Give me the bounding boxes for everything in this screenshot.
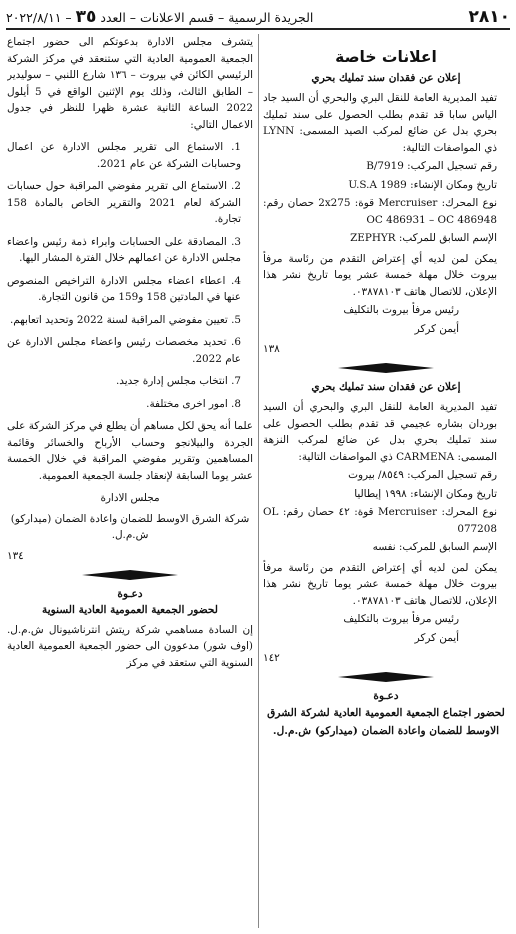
column-divider — [258, 34, 259, 928]
agenda-item: 2. الاستماع الى تقرير مفوضي المراقبة حول حسابات الشركة لعام 2021 والتقرير الخاص بالمادة 158 تجارة. — [7, 180, 241, 225]
invitation-label: دعـوة — [117, 587, 143, 600]
running-title-text: الجريدة الرسمية – قسم الاعلانات – العدد — [100, 10, 314, 25]
issue-number: ٣٥ — [75, 7, 97, 27]
agenda-item: 8. امور اخرى مختلفة. — [146, 397, 241, 410]
notice-number: ١٣٨ — [263, 343, 280, 355]
page-header — [6, 6, 510, 30]
running-title — [6, 7, 313, 27]
right-column — [263, 34, 509, 928]
left-column — [7, 34, 253, 928]
agenda-item: 6. تحديد مخصصات رئيس واعضاء مجلس الادارة عن عام 2022. — [7, 336, 241, 365]
spec-origin: تاريخ ومكان الإنشاء: 1989 U.S.A — [348, 178, 497, 191]
agenda-item: 5. تعيين مفوضي المراقبة لسنة 2022 وتحديد اتعابهم. — [9, 313, 241, 326]
signatory-name: أيمن كركر — [414, 631, 459, 644]
separator-ornament — [263, 672, 509, 682]
spec-registration: رقم تسجيل المركب: ٨٥٤٩/ بيروت — [348, 469, 497, 481]
invitation-title: لحضور اجتماع الجمعية العمومية العادية لشركة الشرق الاوسط للضمان واعادة الضمان (ميداركو) ش.م.ل. — [267, 707, 505, 737]
spec-engine: نوع المحرك: Mercruiser قوة: 2x275 حصان رقم: OC 486931 – OC 486948 — [263, 197, 497, 226]
agenda-item: 3. المصادقة على الحسابات وابراء ذمة رئيس واعضاء مجلس الادارة عن اعمالهم خلال الفترة المشار اليها. — [7, 235, 241, 264]
invitation-body: إن السادة مساهمي شركة ريتش انترناشيونال ش.م.ل. (اوف شور) مدعوون الى حضور الجمعية العمومية العادية السنوية التي ستعقد في مركز — [7, 623, 253, 669]
invitation-intro: يتشرف مجلس الادارة بدعوتكم الى حضور اجتماع الجمعية العمومية العادية التي ستنعقد في مركز الشركة الرئيسي الكائن في بيروت – ١٣٦ شارع اللنبي – سوليدير – الطابق الثالث، وذلك يوم الإثنين الواقع في 5 أيلول 2022 الساعة الثانية عشرة ظهرا للنظر في جدول الاعمال التالي: — [7, 36, 253, 131]
invitation-title: لحضور الجمعية العمومية العادية السنوية — [42, 603, 218, 616]
notice-body: تفيد المديرية العامة للنقل البري والبحري أن السيد بوردان بشاره عجيمي قد تقدم بطلب الحصول على سند تمليك بحري بدل عن ضائع لمركب النزهة المسمى: CARMENA ذي المواصفات التالية: — [263, 401, 497, 463]
notice-number: ١٤٢ — [263, 652, 280, 664]
agenda-item: 4. اعطاء اعضاء مجلس الادارة التراخيص المنصوص عنها في المادتين 158 و159 من قانون التجارة. — [7, 274, 241, 303]
separator-ornament — [263, 363, 509, 373]
notice-number: ١٣٤ — [7, 549, 24, 562]
agenda-list — [7, 139, 253, 412]
notice-footer: يمكن لمن لديه أي إعتراض التقدم من رئاسة مرفأ بيروت خلال مهلة خمسة عشر يوما تاريخ نشر هذا الإعلان، للاتصال هاتف ٠٣٨٧٨١٠٣. — [263, 561, 497, 607]
notice-footer: يمكن لمن لديه أي إعتراض التقدم من رئاسة مرفأ بيروت خلال مهلة خمسة عشر يوما تاريخ نشر هذا الإعلان، للاتصال هاتف ٠٣٨٧٨١٠٣. — [263, 252, 497, 298]
spec-engine: نوع المحرك: Mercruiser قوة: ٤٢ حصان رقم: OL 077208 — [263, 506, 497, 535]
company-name: شركة الشرق الاوسط للضمان واعادة الضمان (ميداركو) ش.م.ل. — [10, 512, 250, 541]
section-title: اعلانات خاصة — [335, 48, 437, 66]
notice-title: إعلان عن فقدان سند تمليك بحري — [311, 72, 461, 84]
spec-previous-name: الإسم السابق للمركب: نفسه — [372, 541, 497, 553]
signatory-name: أيمن كركر — [414, 322, 459, 335]
shareholder-note: علما أنه يحق لكل مساهم أن يطلع في مركز الشركة على الجردة والبيلانجو وحساب الأرباح والخسائر وقائمة المساهمين وتقرير مفوضي المراقبة في خلال الخمسة عشر يوما السابقة لإنعقاد جلسة الجمعية العمومية. — [7, 420, 253, 482]
notice-body: تفيد المديرية العامة للنقل البري والبحري أن السيد جاد الياس سابا قد تقدم بطلب الحصول على سند تمليك بحري بدل عن ضائع لمركب الصيد المسمى: LYNN ذي المواصفات التالية: — [263, 92, 497, 154]
notice-title: إعلان عن فقدان سند تمليك بحري — [311, 381, 461, 393]
spec-origin: تاريخ ومكان الإنشاء: ١٩٩٨ إيطاليا — [354, 487, 497, 500]
spec-previous-name: الإسم السابق للمركب: ZEPHYR — [350, 232, 497, 244]
agenda-item: 1. الاستماع الى تقرير مجلس الادارة عن اعمال وحسابات الشركة عن عام 2021. — [7, 141, 241, 170]
board-signature: مجلس الادارة — [100, 492, 160, 504]
spec-registration: رقم تسجيل المركب: B/7919 — [366, 160, 497, 172]
signatory-title: رئيس مرفأ بيروت بالتكليف — [343, 304, 459, 316]
issue-date: – ٢٠٢٢/٨/١١ — [6, 10, 72, 25]
page-number: ٢٨١٠ — [468, 7, 510, 27]
separator-ornament — [7, 570, 253, 580]
invitation-label: دعـوة — [373, 690, 399, 702]
agenda-item: 7. انتخاب مجلس إدارة جديد. — [115, 375, 241, 387]
signatory-title: رئيس مرفأ بيروت بالتكليف — [343, 613, 459, 625]
